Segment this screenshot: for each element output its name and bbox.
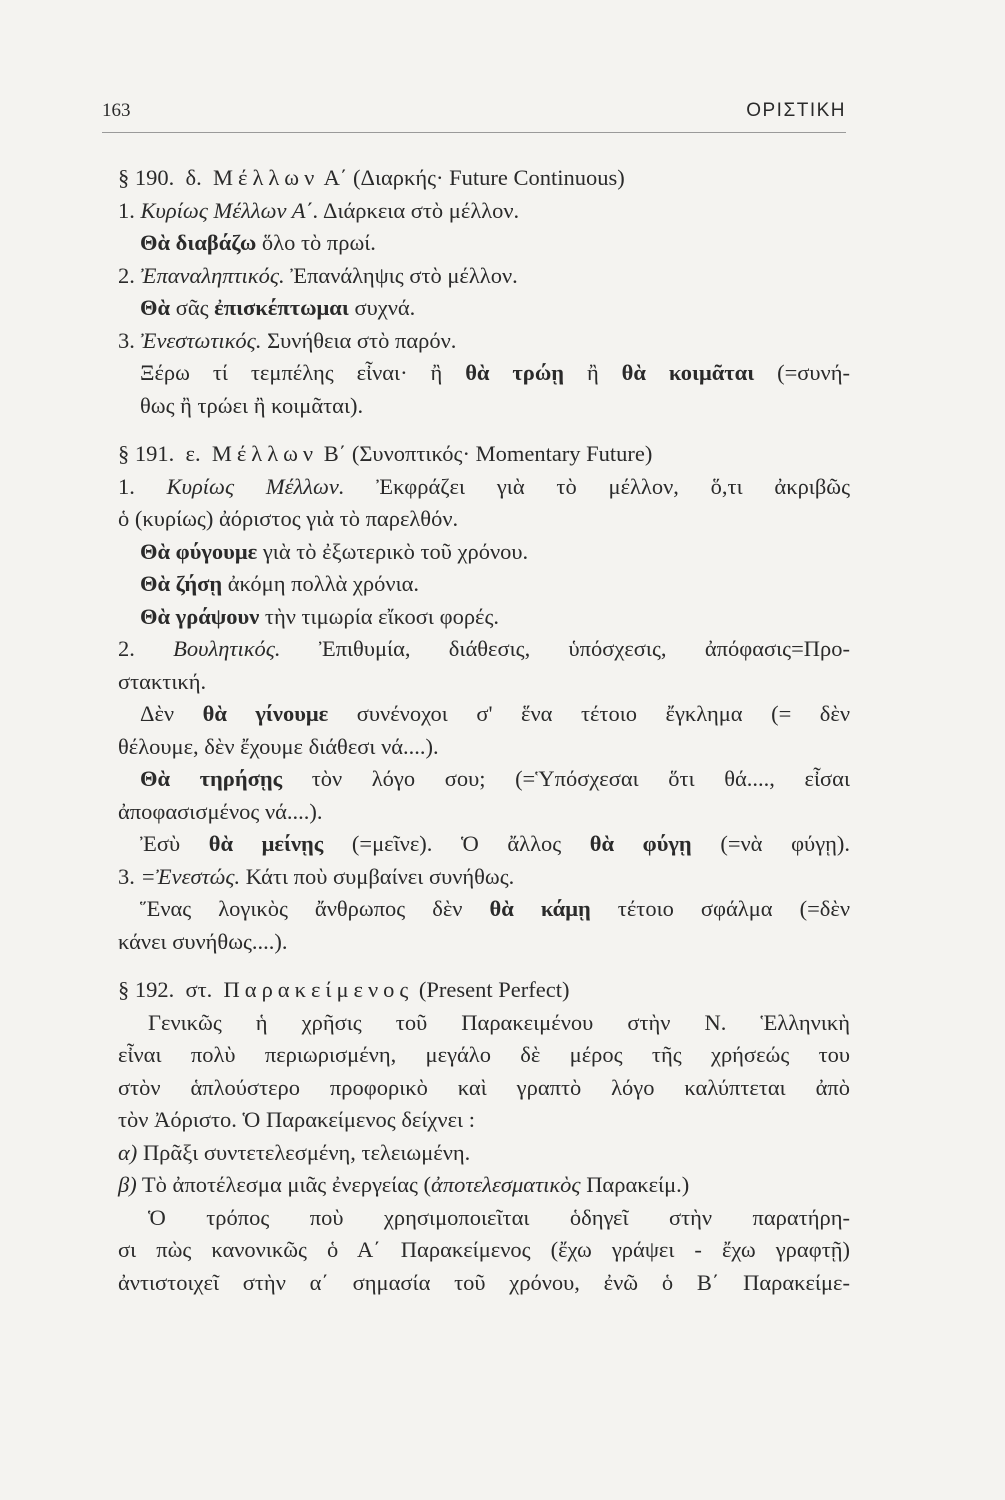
section-letter: στ. <box>185 977 213 1002</box>
section-subtitle: Β΄ (Συνοπτικός· Momentary Future) <box>323 441 653 466</box>
running-title: ΟΡΙΣΤΙΚΗ <box>746 100 846 121</box>
item-line <box>118 260 850 293</box>
example-line <box>118 893 850 926</box>
example-verb: θὰ φύγῃ <box>589 831 692 856</box>
example-verb: θὰ μείνῃς <box>208 831 324 856</box>
list-text: Παρακείμ.) <box>586 1172 690 1197</box>
item-definition: στακτική. <box>118 668 207 694</box>
example-text: ἀκόμη πολλὰ χρόνια. <box>227 571 420 596</box>
paragraph-line <box>118 1267 850 1300</box>
section-gap <box>118 958 850 974</box>
item-number: 2. <box>118 262 135 288</box>
section-192-heading <box>118 974 850 1007</box>
example-text: (=νὰ φύγῃ). <box>720 831 851 856</box>
section-number: § 192. <box>118 977 175 1002</box>
paragraph-text: τὸν Ἀόριστο. Ὁ Παρακείμενος δείχνει : <box>118 1107 475 1132</box>
example-line <box>118 731 850 764</box>
example-text: Ἕνας λογικὸς ἄνθρωπος δὲν <box>140 896 463 921</box>
paragraph-line <box>118 1104 850 1137</box>
example-line <box>118 568 850 601</box>
section-gap <box>118 422 850 438</box>
paragraph-text: Γενικῶς ἡ χρῆσις τοῦ Παρακειμένου στὴν Ν. Ἑλληνικὴ <box>148 1009 850 1035</box>
example-text: ἀποφασισμένος νά....). <box>118 798 323 824</box>
example-line <box>118 828 850 861</box>
example-verb: Θὰ φύγουμε <box>140 538 258 564</box>
section-subtitle: (Present Perfect) <box>418 977 570 1002</box>
paragraph-text: εἶναι πολὺ περιωρισμένη, μεγάλο δὲ μέρος τῆς χρήσεώς του <box>118 1042 850 1067</box>
item-number: 3. <box>118 327 135 353</box>
item-term: Ἐνεστωτικός. <box>140 327 262 353</box>
item-term: Κυρίως Μέλλων Α΄. <box>140 197 319 223</box>
example-line <box>118 390 850 423</box>
paragraph-text: ἀντιστοιχεῖ στὴν α΄ σημασία τοῦ χρόνου, ἐνῶ ὁ Β΄ Παρακείμε- <box>118 1269 850 1295</box>
item-number: 3. <box>118 863 135 889</box>
example-verb: θὰ κοιμᾶται <box>621 360 755 385</box>
list-marker: α) <box>118 1139 138 1165</box>
example-text: τέτοιο σφάλμα (=δὲν <box>617 896 850 921</box>
list-term: ἀποτελεσματικὸς <box>431 1172 581 1197</box>
example-verb: θὰ τρώῃ <box>465 360 565 385</box>
example-line <box>118 357 850 390</box>
item-line <box>118 666 850 699</box>
item-number: 1. <box>118 473 135 499</box>
example-text: συχνά. <box>354 295 416 320</box>
example-text: Ἐσὺ <box>140 831 181 856</box>
item-definition: Συνήθεια στὸ παρόν. <box>267 327 457 353</box>
example-verb: θὰ γίνουμε <box>202 701 329 726</box>
example-text: τὸν λόγο σου; (=Ὑπόσχεσαι ὅτι θά...., εἶσαι <box>311 766 850 791</box>
paragraph-text: Ὁ τρόπος ποὺ χρησιμοποιεῖται ὁδηγεῖ στὴν παρατήρη- <box>148 1204 850 1230</box>
item-term: Βουλητικός. <box>173 636 281 661</box>
example-line <box>118 292 850 325</box>
example-text: ἢ <box>586 360 599 385</box>
section-title-spaced: Παρακείμενος <box>223 977 414 1002</box>
example-verb: ἐπισκέπτωμαι <box>214 295 349 320</box>
item-line <box>118 325 850 358</box>
item-definition: Ἐπιθυμία, διάθεσις, ὑπόσχεσις, ἀπόφασις=Προ- <box>318 636 850 661</box>
item-term: Ἐπαναληπτικός. <box>140 262 285 288</box>
example-text: συνένοχοι σ' ἕνα τέτοιο ἔγκλημα (= δὲν <box>356 701 850 726</box>
example-text: θως ἢ τρώει ἢ κοιμᾶται). <box>140 392 364 418</box>
item-definition: Κάτι ποὺ συμβαίνει συνήθως. <box>245 863 515 889</box>
page-number: 163 <box>102 100 131 121</box>
item-definition: ὁ (κυρίως) ἀόριστος γιὰ τὸ παρελθόν. <box>118 506 459 531</box>
example-verb: Θὰ τηρήσῃς <box>140 766 283 791</box>
paragraph-line <box>118 1234 850 1267</box>
section-191-heading <box>118 438 850 471</box>
item-line <box>118 503 850 536</box>
section-190-heading <box>118 162 850 195</box>
example-verb: Θὰ ζήσῃ <box>140 571 223 596</box>
example-line <box>118 601 850 634</box>
example-line <box>118 227 850 260</box>
section-title-spaced: Μέλλων <box>212 165 320 190</box>
section-title-spaced: Μέλλων <box>211 441 319 466</box>
example-line <box>118 698 850 731</box>
section-subtitle: Α΄ (Διαρκής· Future Continuous) <box>323 165 625 190</box>
example-line <box>118 763 850 796</box>
example-line <box>118 796 850 829</box>
list-text: Τὸ ἀποτέλεσμα μιᾶς ἐνεργείας ( <box>141 1172 432 1197</box>
example-text: τὴν τιμωρία εἴκοσι φορές. <box>264 603 500 629</box>
page-header <box>102 98 846 133</box>
paragraph-line <box>118 1072 850 1105</box>
item-number: 1. <box>118 197 135 223</box>
item-line <box>118 195 850 228</box>
item-term: =Ἐνεστώς. <box>140 863 241 889</box>
list-marker: β) <box>118 1172 137 1197</box>
list-item <box>118 1137 850 1170</box>
example-line <box>118 926 850 959</box>
example-verb: θὰ κάμῃ <box>489 896 591 921</box>
item-number: 2. <box>118 636 135 661</box>
paragraph-line <box>118 1007 850 1040</box>
item-line <box>118 471 850 504</box>
example-text: σᾶς <box>175 295 209 320</box>
paragraph-line <box>118 1202 850 1235</box>
example-text: Δὲν <box>140 701 175 726</box>
section-number: § 191. <box>118 441 175 466</box>
item-definition: Ἐκφράζει γιὰ τὸ μέλλον, ὅ,τι ἀκριβῶς <box>376 473 851 499</box>
item-definition: Διάρκεια στὸ μέλλον. <box>322 197 520 223</box>
example-verb: Θὰ διαβάζω <box>140 230 257 255</box>
paragraph-text: στὸν ἁπλούστερο προφορικὸ καὶ γραπτὸ λόγο καλύπτεται ἀπὸ <box>118 1074 850 1100</box>
example-verb: Θὰ γράψουν <box>140 603 260 629</box>
paragraph-line <box>118 1039 850 1072</box>
example-text: (=μεῖνε). Ὁ ἄλλος <box>351 831 562 856</box>
example-line <box>118 536 850 569</box>
example-text: γιὰ τὸ ἐξωτερικὸ τοῦ χρόνου. <box>262 538 529 564</box>
example-text: Ξέρω τί τεμπέλης εἶναι· ἢ <box>140 360 443 385</box>
list-item <box>118 1169 850 1202</box>
section-letter: δ. <box>185 165 202 190</box>
example-text: ὅλο τὸ πρωί. <box>261 230 376 255</box>
item-line <box>118 633 850 666</box>
example-text: (=συνή- <box>777 360 850 385</box>
section-number: § 190. <box>118 165 175 190</box>
item-line <box>118 861 850 894</box>
item-definition: Ἐπανάληψις στὸ μέλλον. <box>290 262 518 288</box>
example-text: κάνει συνήθως....). <box>118 928 288 954</box>
example-verb: Θὰ <box>140 295 171 320</box>
list-text: Πρᾶξι συντετελεσμένη, τελειωμένη. <box>142 1139 471 1165</box>
example-text: θέλουμε, δὲν ἔχουμε διάθεσι νά....). <box>118 733 439 759</box>
page-body <box>118 162 850 1299</box>
item-term: Κυρίως Μέλλων. <box>166 473 345 499</box>
section-letter: ε. <box>185 441 201 466</box>
paragraph-text: σι πὼς κανονικῶς ὁ Α΄ Παρακείμενος (ἔχω γράψει - ἔχω γραφτῇ) <box>118 1237 850 1262</box>
